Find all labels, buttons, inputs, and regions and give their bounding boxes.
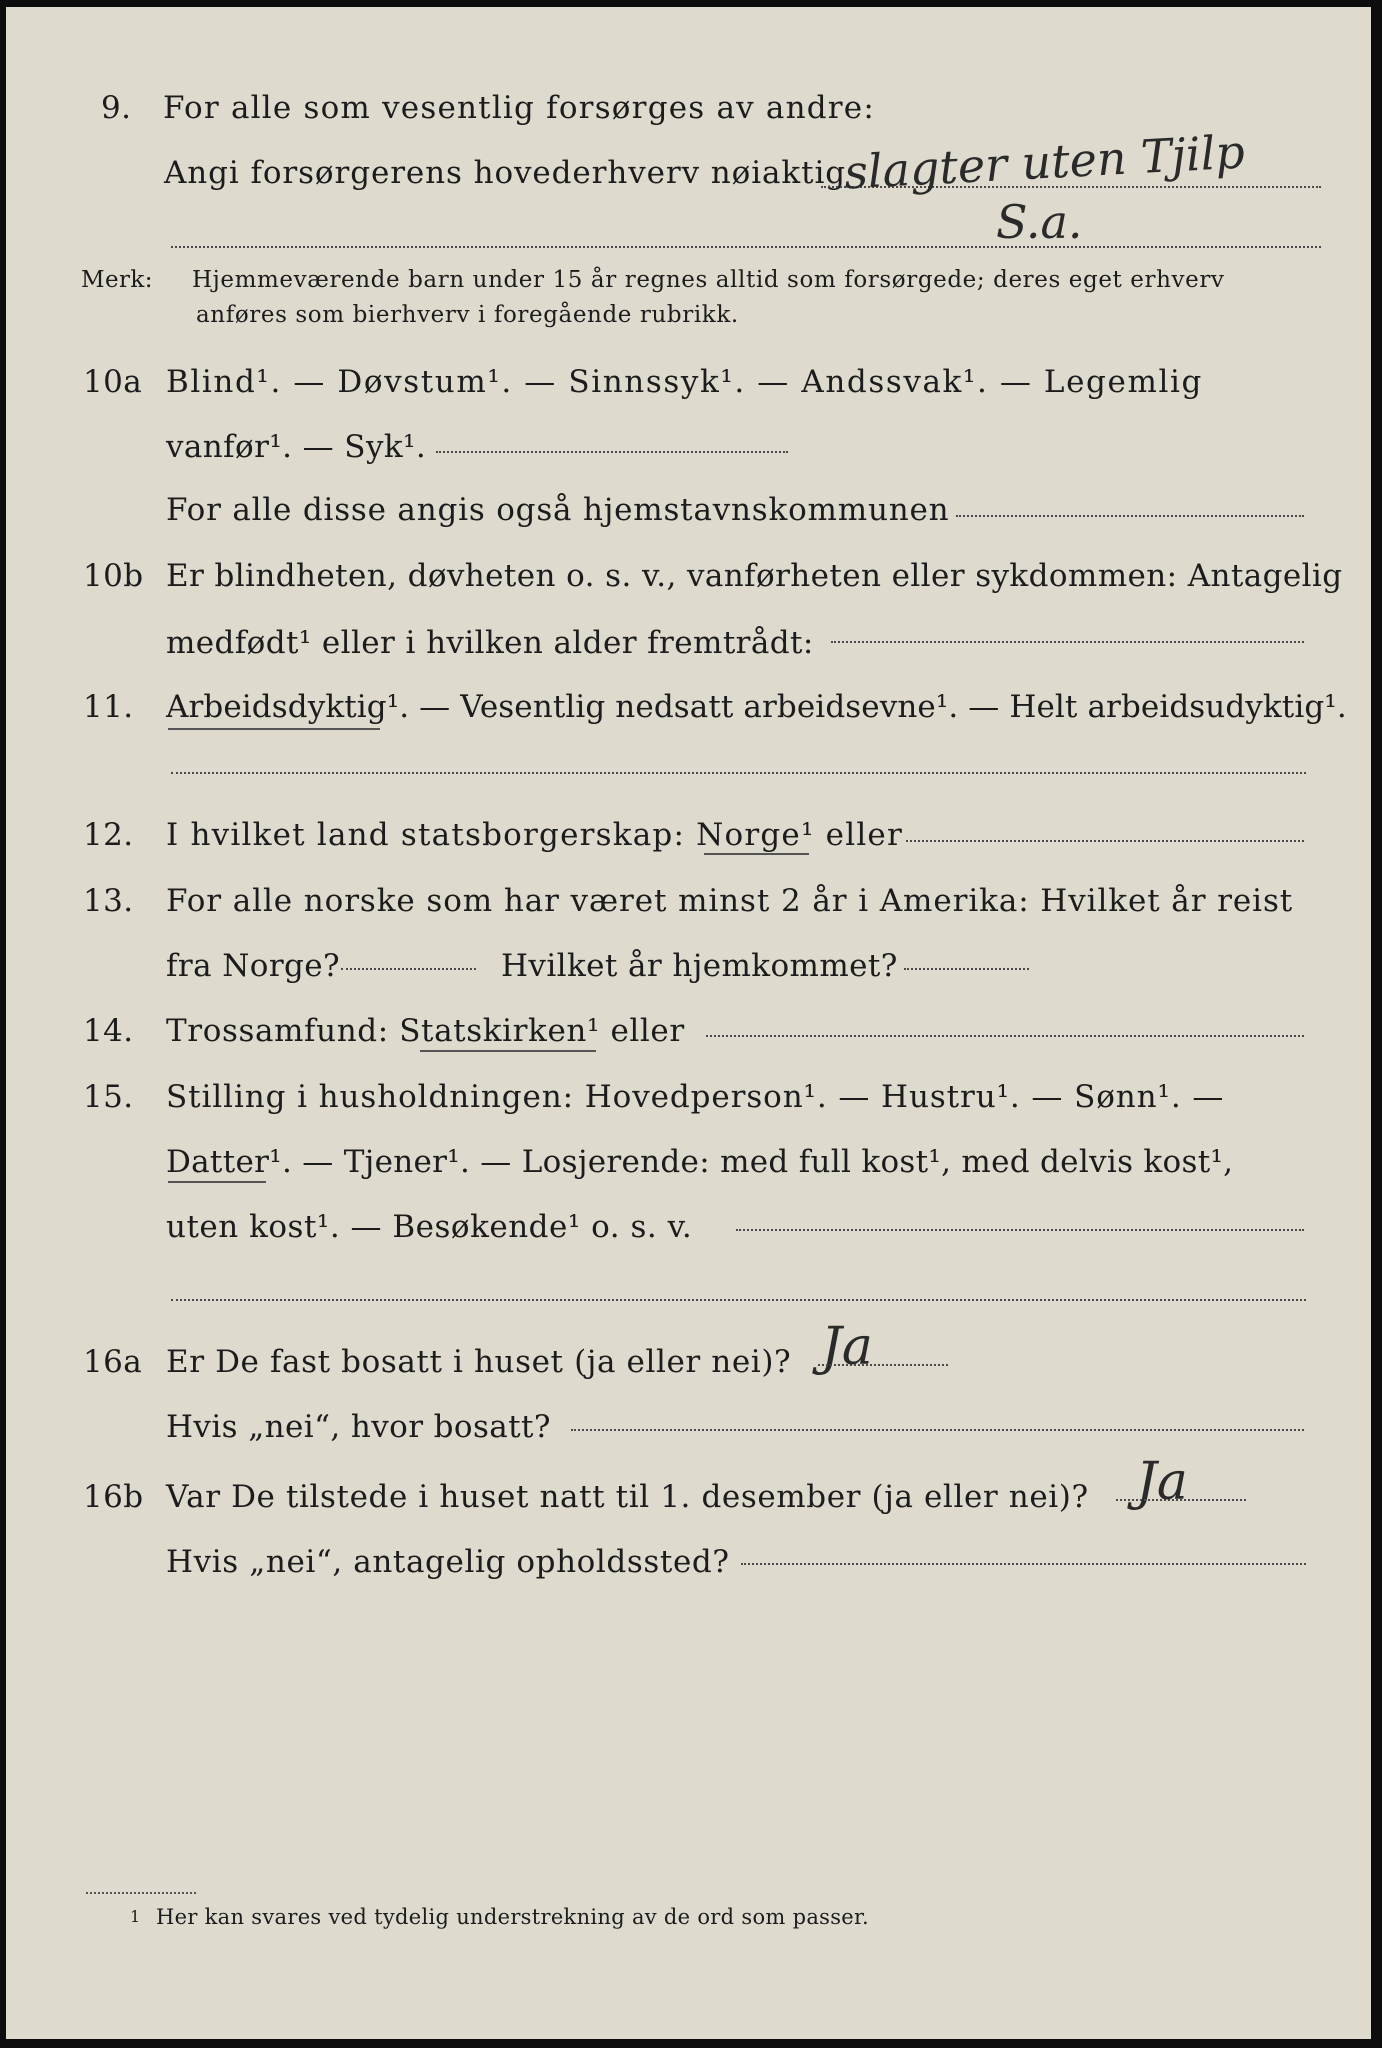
q11-extra-dotted-line [171,772,1306,774]
q11-number: 11. [83,689,134,725]
q14-dotted-line [706,1035,1304,1037]
q10a-hjemstavn-dotted-line [956,515,1304,517]
q9-line2: Angi forsørgerens hovederhverv nøiaktig [164,155,847,191]
q10b-line2: medfødt¹ eller i hvilken alder fremtrådt: [166,625,814,661]
q10b-number: 10b [83,558,144,594]
q16a-handwritten-answer: Ja [821,1317,873,1377]
q16a-bosatt-dotted-line [571,1429,1304,1431]
q16a-line2: Hvis „nei“, hvor bosatt? [166,1409,551,1445]
merk-line1: Hjemmeværende barn under 15 år regnes alltid som forsørgede; deres eget erhverv [192,267,1225,293]
q15-dotted-line [736,1229,1304,1231]
q11-arbeidsdyktig-underline [168,728,380,730]
q14-number: 14. [83,1013,134,1049]
q10a-line1: Blind¹. — Døvstum¹. — Sinnssyk¹. — Andssvak¹. — Legemlig [166,364,1203,400]
q9-number: 9. [101,90,132,126]
q10a-line3: For alle disse angis også hjemstavnskommunen [166,492,950,528]
q15-number: 15. [83,1079,134,1115]
q9-extra-dotted-line [171,246,1321,248]
q12-number: 12. [83,817,134,853]
q13-number: 13. [83,883,134,919]
q16a-number: 16a [83,1344,143,1380]
q10b-line1: Er blindheten, døvheten o. s. v., vanførheten eller sykdommen: Antagelig [166,558,1343,594]
q16b-line1: Var De tilstede i huset natt til 1. desember (ja eller nei)? [166,1479,1089,1515]
q15-line1: Stilling i husholdningen: Hovedperson¹. — Hustru¹. — Sønn¹. — [166,1079,1225,1115]
q9-line1: For alle som vesentlig forsørges av andre: [163,90,875,126]
q10a-number: 10a [83,364,143,400]
q14-line1: Trossamfund: Statskirken¹ eller [166,1013,685,1049]
q11-line1: Arbeidsdyktig¹. — Vesentlig nedsatt arbeidsevne¹. — Helt arbeidsudyktig¹. [166,689,1347,725]
q15-line2: Datter¹. — Tjener¹. — Losjerende: med full kost¹, med delvis kost¹, [166,1144,1234,1180]
q15-extra-dotted-line [171,1299,1306,1301]
q9-handwritten-answer-2: S.a. [996,195,1083,249]
q12-norge-underline [704,853,809,855]
q10a-line2: vanfør¹. — Syk¹. [166,429,427,465]
footnote-rule [86,1892,196,1894]
footnote-marker: 1 [130,1907,141,1926]
q13-line2b: Hvilket år hjemkommet? [501,948,898,984]
merk-label: Merk: [81,267,153,293]
q16b-dotted-line [1116,1499,1246,1501]
q15-datter-underline [168,1181,266,1183]
q9-handwritten-answer: slagter uten Tjilp [842,124,1247,200]
q12-dotted-line [906,840,1304,842]
q16a-line1: Er De fast bosatt i huset (ja eller nei)? [166,1344,792,1380]
q14-statskirken-underline [420,1050,596,1052]
q13-line2a: fra Norge? [166,948,341,984]
q12-line1: I hvilket land statsborgerskap: Norge¹ eller [166,817,903,853]
footnote-text: Her kan svares ved tydelig understrekning av de ord som passer. [156,1905,870,1929]
q15-line3: uten kost¹. — Besøkende¹ o. s. v. [166,1209,693,1245]
q16a-dotted-line [818,1364,948,1366]
q10a-syk-dotted-line [436,451,788,453]
q16b-line2: Hvis „nei“, antagelig opholdssted? [166,1544,730,1580]
q16b-handwritten-answer: Ja [1136,1452,1188,1512]
q13-line1: For alle norske som har været minst 2 år i Amerika: Hvilket år reist [166,883,1294,919]
q16b-number: 16b [83,1479,144,1515]
q16b-opholdssted-dotted-line [741,1563,1306,1565]
q13-reist-dotted-line [341,968,476,970]
census-form-page [6,7,1371,2039]
q10b-dotted-line [831,641,1304,643]
q13-hjemkommet-dotted-line [904,968,1029,970]
merk-line2: anføres som bierhverv i foregående rubrikk. [196,302,739,328]
